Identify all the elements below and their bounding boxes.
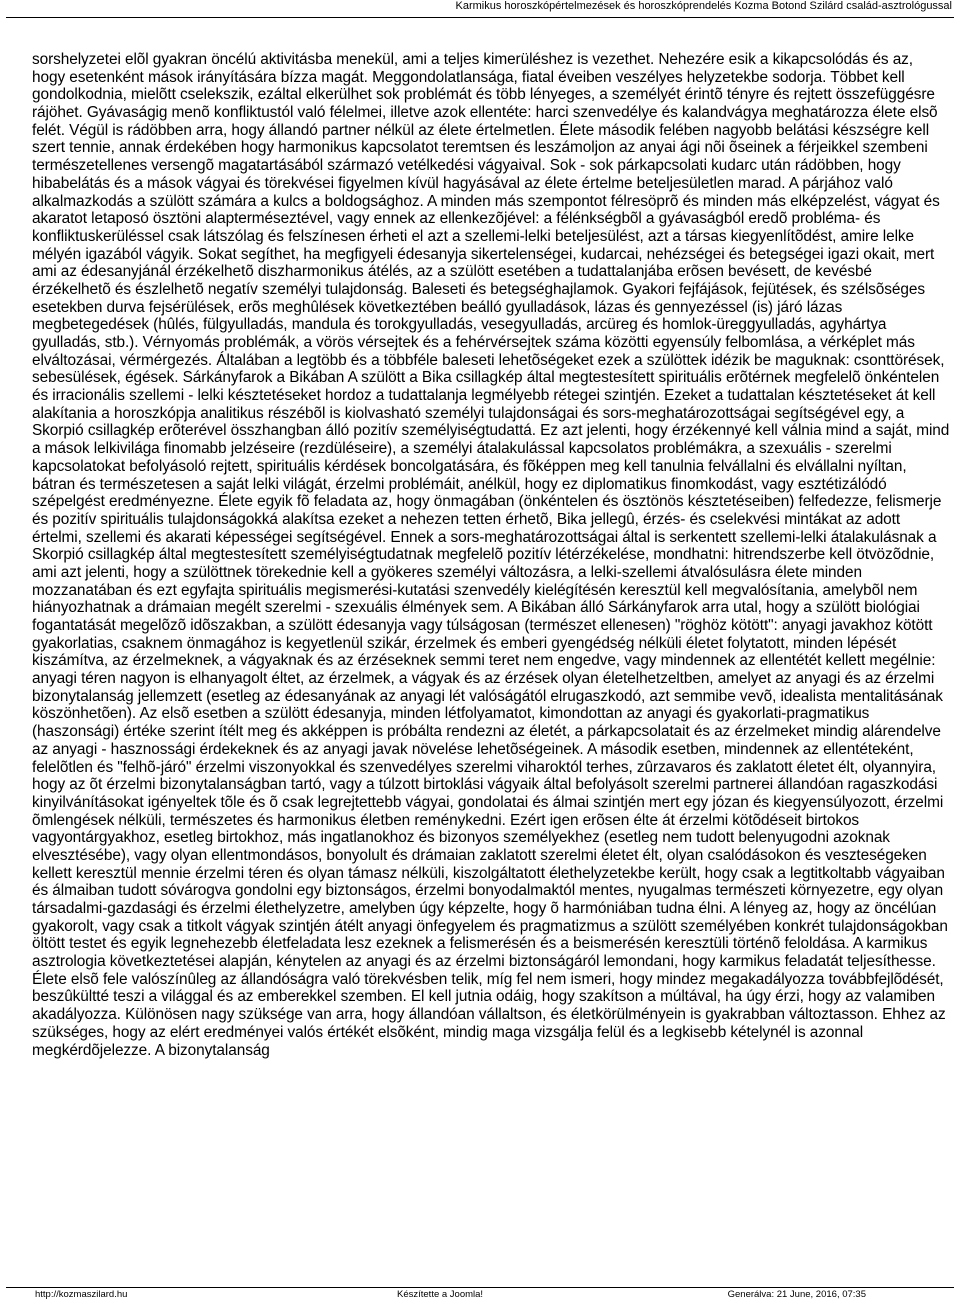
page-header (0, 0, 960, 14)
article-paragraph: sorshelyzetei elõl gyakran öncélú aktivitásba menekül, ami a teljes kimerüléshez is vezethet. Nehezére esik a kikapcsolódás és az, hogy esetenként mások irányítására bízza magát. Meggondolatlansága, fiatal éveiben veszélyes helyzetekbe sodorja. Többet kell gondolkodnia, mielõtt cselekszik, ezáltal elkerülhet sok problémát és több lényeges, a személyét érintõ tényre és rejtett összefüggésre rájöhet. Gyávaságig menõ konfliktustól való félelmei, illetve azok ellentéte: harci szenvedélye és kalandvágya meghatározza élete elsõ felét. Végül is rádöbben arra, hogy állandó partner nélkül az élete értelmetlen. Élete második felében nagyobb belátási készségre kell szert tennie, annak érdekében hogy harmonikus kapcsolatot teremtsen és leszámoljon az anyai ági nõi õseinek a férjeikkel szembeni természetellenes versengõ magatartásából származó vetélkedési vágyaival. Sok - sok párkapcsolati kudarc után rádöbben, hogy hibabelátás és a mások vágyai és törekvései figyelmen kívül hagyásával az élete értelme beteljesületlen marad. A párjához való alkalmazkodás a szülött számára a kulcs a boldogsághoz. A minden más szempontot félresöprõ és minden más elképzelést, vágyat és akaratot letaposó ösztöni alapterméseztével, vagy ennek az ellenkezõjével: a félénkségbõl a gyávaságból eredõ probléma- és konfliktuskerüléssel csak látszólag és felszínesen érheti el azt a szellemi-lelki beteljesülést, azt a társas kiegyenlítõdést, amire lelke mélyén igazából vágyik. Sokat segíthet, ha megfigyeli édesanyja sikertelenségei, kudarcai, nehézségei és betegségei igazi okait, mert ami az édesanyjánál érzékelhetõ diszharmonikus átélés, az a szülött esetében a tudattalanjába erõsen bevésett, de kevésbé érzékelhetõ és észlelhetõ negatív személyi tulajdonság. Baleseti és betegséghajlamok. Gyakori fejfájások, fejütések, és szélsõséges esetekben durva fejsérülések, erõs meghûlések következtében beálló gyulladások, lázas és gennyezéssel (is) járó lázas megbetegedések (hûlés, fülgyulladás, mandula és torokgyulladás, vesegyulladás, arcüreg és homlok-üreggyulladás, agyhártya gyulladás, stb.). Vérnyomás problémák, a vörös vérsejtek és a fehérvérsejtek száma közötti egyensúly felbomlása, a vérképlet más elváltozásai, vérmérgezés. Általában a legtöbb és a többféle baleseti lehetõségeket ezek a szülöttek idézik be maguknak: csonttörések, sebesülések, égések. Sárkányfarok a Bikában A szülött a Bika csillagkép által megtestesített spirituális erõtérnek megfelelõ önkéntelen és irracionális szellemi - lelki késztetéseket hordoz a tudattalanja legmélyebb rétegei szintjén. Ezeket a tudattalan késztetéseket át kell alakítania a horoszkópja analitikus részébõl is kiolvasható személyi tulajdonságai és sors-meghatározottságai segítségével egy, a Skorpió csillagkép erõterével összhangban álló pozitív személyiségtudattá. Ez azt jelenti, hogy érzékennyé kell válnia mind a saját, mind a mások lelkivilága finomabb jelzéseire (rezdüléseire), a személyi átalakulással kapcsolatos problémákra, a szexuális - szerelmi kapcsolatokat befolyásoló rejtett, spirituális kérdések boncolgatására, és fõképpen meg kell tanulnia felvállalni és elvállalni nyíltan, bátran és természetesen a saját lelki világát, érzelmi problémáit, anélkül, hogy ez diplomatikus finomkodást, vagy esztétizálódó szépelgést eredményezne. Élete egyik fõ feladata az, hogy önmagában (önkéntelen és ösztönös késztetéseiben) felfedezze, felismerje és pozitív spirituális tulajdonságokká alakítsa ezeket a nehezen tetten érhetõ, Bika jellegû, érzés- és cselekvési mintákat az adott értelmi, szellemi és akarati képességei segítségével. Ennek a sors-meghatározottságai által is serkentett szellemi-lelki átalakulásnak a Skorpió csillagkép által megtestesített személyiségtudatnak megfelelõ pozitív létérzékelése, mondhatni: hitrendszerbe kell ötvözõdnie, ami azt jelenti, hogy a szülöttnek törekednie kell a gyökeres személyi változásra, a lelki-szellemi átvalósulásra élete minden mozzanatában és ezt egyfajta spirituális megismerési-kutatási szenvedély kielégítésén keresztül kell megvalósítania, amelybõl nem hiányozhatnak a drámaian megélt szerelmi - szexuális élmények sem. A Bikában álló Sárkányfarok arra utal, hogy a szülött biológiai fogantatását megelõzõ idõszakban, a szülött édesanyja vagy túlságosan (természet ellenesen) "röghöz kötött": anyagi javakhoz kötött gyakorlatias, csaknem önmagához is kegyetlenül szikár, érzelmek és emberi gyengédség nélküli életet folytatott, minden lépését kiszámítva, az érzelmeknek, a vágyaknak és az érzéseknek semmi teret nem engedve, vagy mindennek az ellentétét kellett megélnie: anyagi téren nagyon is elhanyagolt éltet, az érzelmek, a vágyak és az érzések olyan életelhetzeltben, amelyet az anyagi és az érzelmi bizonytalanság jellemzett (esetleg az édesanyának az anyagi lét valóságától elrugaszkodó, azt semmibe vevõ, idealista mentalitásának köszönhetõen). Az elsõ esetben a szülött édesanyja, minden létfolyamatot, kimondottan az anyagi és gyakorlati-pragmatikus (haszonsági) értéke szerint ítélt meg és akképpen is próbálta rendezni az életét, a párkapcsolatait és az érzelmeket mindig alárendelve az anyagi - hasznossági érdekeknek és az anyagi javak növelése lehetõségeinek. A második esetben, mindennek az ellentéteként, felelõtlen és "felhõ-járó" érzelmi viszonyokkal és szenvedélyes szerelmi viharoktól terhes, zûrzavaros és zaklatott életet élt, olyannyira, hogy az õt érzelmi bizonytalanságban tartó, vagy a túlzott birtoklási vágyaik által befolyásolt szerelmi partnerei állandóan ragaszkodási kinyilvánításokat igényeltek tõle és õ csak legrejtettebb vágyai, gondolatai és álmai szintjén mert egy józan és kiegyensúlyozott, érzelmi õmlengések nélküli, természetes és harmonikus életben reménykedni. Ezért igen erõsen élte át érzelmi kötõdéseit birtokos vagyontárgyakhoz, esetleg birtokhoz, más ingatlanokhoz és bizonyos személyekhez (esetleg nem tudott belenyugodni azoknak elvesztésébe), vagy olyan ellentmondásos, bonyolult és drámaian zaklatott szerelmi életet élt, olyan csalódásokon és veszteségeken kellett keresztül mennie érzelmi téren és olyan támasz nélküli, kiszolgáltatott élethelyzetekbe került, hogy csak a legtitkoltabb vágyaiban és álmaiban tudott sóvárogva gondolni egy biztonságos, érzelmi bonyodalmaktól mentes, nyugalmas természeti környezetre, egy olyan társadalmi-gazdasági és érzelmi élethelyzetre, amelyben úgy képzelte, hogy õ harmóniában tudna élni. A lényeg az, hogy az öncélúan gyakorolt, vagy csak a titkolt vágyak szintjén átélt anyagi önfegyelem és pragmatizmus a szülött személyében konkrét tulajdonságokban öltött testet és egyik legnehezebb életfeladata lesz ezeknek a felismerésén és a beismerésén keresztüli történõ feloldása. A karmikus asztrologia következtetései alapján, kénytelen az anyagi és az érzelmi biztonságáról lemondani, hogy karmikus feladatát teljesíthesse. Élete elsõ fele valószínûleg az állandóságra való törekvésben telik, míg fel nem ismeri, hogy mindez megakadályozza továbbfejlõdését, beszûkültté teszi a világgal és az emberekkel szemben. El kell jutnia odáig, hogy szakítson a múltával, ha úgy érzi, hogy az valamiben akadályozza. Különösen nagy szüksége van arra, hogy állandóan vállaltson, és életkörülményein is gyakrabban változtasson. Ehhez az szükséges, hogy az elért eredményei valós értékét elsõként, mindig maga vizsgálja felül és a legkisebb kételynél is azonnal megkérdõjelezze. A bizonytalanság (32, 51, 950, 1059)
article-body (32, 51, 950, 1286)
footer-credit: Készítette a Joomla! (397, 1289, 484, 1300)
header-title: Karmikus horoszkópértelmezések és horoszkóprendelés Kozma Botond Szilárd család-asztrológussal (455, 0, 952, 12)
header-divider (6, 17, 954, 18)
page-footer (0, 1289, 960, 1303)
footer-divider (6, 1287, 954, 1288)
footer-generated-date: Generálva: 21 June, 2016, 07:35 (727, 1289, 866, 1300)
footer-site-link[interactable]: http://kozmaszilard.hu (35, 1289, 128, 1300)
